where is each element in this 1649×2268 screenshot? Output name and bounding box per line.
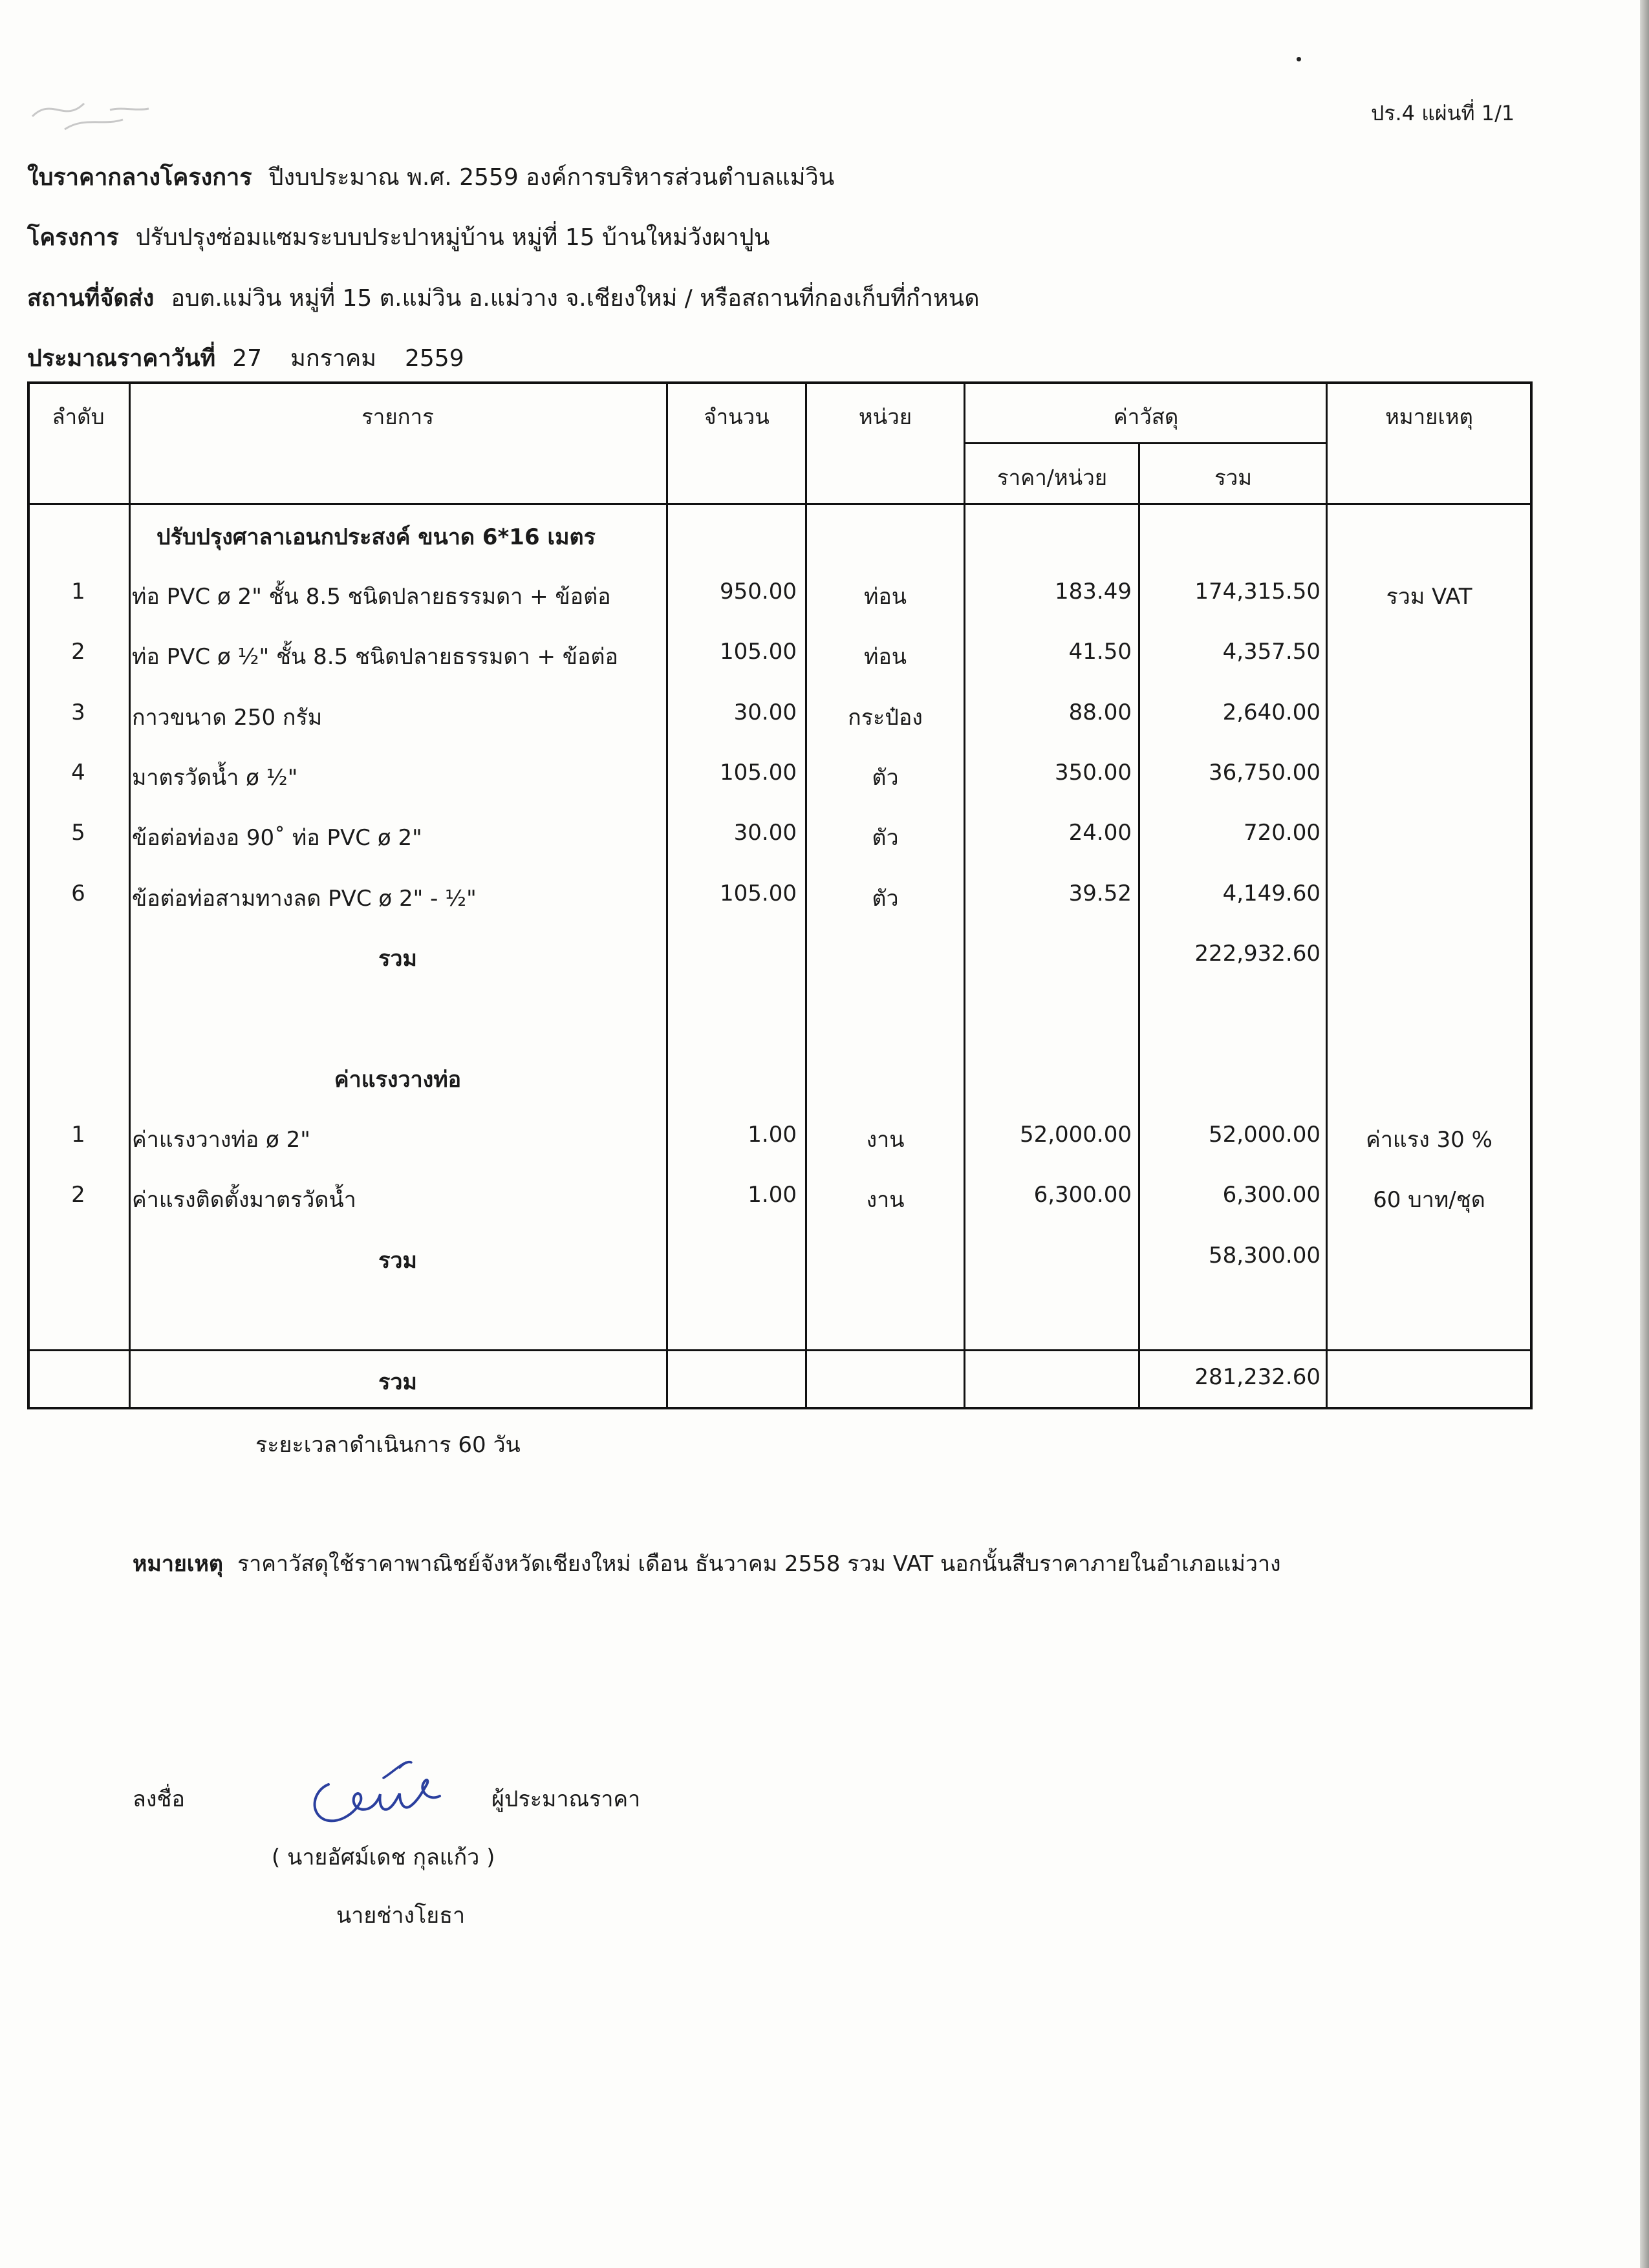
- work-duration: ระยะเวลาดำเนินการ 60 วัน: [255, 1432, 521, 1458]
- row-qty: 105.00: [720, 881, 797, 906]
- scan-edge-shadow: [1640, 0, 1649, 2268]
- header-qty: จำนวน: [704, 404, 770, 429]
- row-item: กาวขนาด 250 กรัม: [132, 705, 323, 731]
- estimate-date-year: 2559: [404, 345, 464, 372]
- row-total: 720.00: [1244, 820, 1320, 846]
- row-total: 52,000.00: [1208, 1122, 1320, 1148]
- row-qty: 105.00: [720, 760, 797, 786]
- row-qty: 105.00: [720, 639, 797, 665]
- header-unit: หน่วย: [858, 404, 912, 429]
- price-table: [27, 381, 1533, 1409]
- row-seq: 5: [71, 820, 85, 846]
- row-seq: 2: [71, 1182, 85, 1208]
- row-total: 4,357.50: [1222, 639, 1320, 665]
- estimate-date-month: มกราคม: [290, 345, 376, 372]
- header-seq: ลำดับ: [52, 404, 105, 429]
- grand-total: 281,232.60: [1194, 1364, 1320, 1390]
- subtotal-label-materials: รวม: [378, 946, 417, 972]
- row-unit: ตัว: [872, 886, 899, 912]
- header-unit-price: ราคา/หน่วย: [997, 465, 1108, 490]
- handwritten-signature: [303, 1739, 458, 1836]
- row-seq: 6: [71, 881, 85, 906]
- row-qty: 1.00: [748, 1122, 797, 1148]
- row-item: มาตรวัดน้ำ ø ½": [132, 765, 298, 791]
- row-unit-price: 41.50: [1068, 639, 1132, 665]
- row-remark: 60 บาท/ชุด: [1373, 1187, 1485, 1213]
- subtotal-label-labor: รวม: [378, 1248, 417, 1274]
- row-qty: 30.00: [733, 700, 797, 725]
- speck: [1297, 57, 1301, 61]
- row-item: ข้อต่อท่องอ 90˚ ท่อ PVC ø 2": [132, 825, 422, 851]
- header-item: รายการ: [361, 404, 434, 429]
- row-qty: 950.00: [720, 579, 797, 604]
- estimator-role: ผู้ประมาณราคา: [491, 1786, 641, 1812]
- estimate-date-line: [27, 339, 464, 376]
- row-total: 2,640.00: [1222, 700, 1320, 725]
- remark-note-label: หมายเหตุ: [133, 1551, 223, 1577]
- section-title-pavilion: ปรับปรุงศาลาเอนกประสงค์ ขนาด 6*16 เมตร: [156, 524, 596, 550]
- document-title-value: ปีงบประมาณ พ.ศ. 2559 องค์การบริหารส่วนตำบลแม่วิน: [268, 164, 835, 191]
- delivery-site-line: [27, 279, 980, 316]
- row-item: ข้อต่อท่อสามทางลด PVC ø 2" - ½": [132, 886, 477, 912]
- remark-note-text: ราคาวัสดุใช้ราคาพาณิชย์จังหวัดเชียงใหม่ เดือน ธันวาคม 2558 รวม VAT นอกนั้นสืบราคาภายในอำเภอแม่วาง: [237, 1551, 1281, 1577]
- delivery-site-value: อบต.แม่วิน หมู่ที่ 15 ต.แม่วิน อ.แม่วาง จ.เชียงใหม่ / หรือสถานที่กองเก็บที่กำหนด: [171, 285, 980, 312]
- row-item: ค่าแรงติดตั้งมาตรวัดน้ำ: [132, 1187, 356, 1213]
- row-unit: ตัว: [872, 765, 899, 791]
- row-item: ค่าแรงวางท่อ ø 2": [132, 1127, 310, 1153]
- row-unit: ตัว: [872, 825, 899, 851]
- row-seq: 3: [71, 700, 85, 725]
- estimate-date-label: ประมาณราคาวันที่: [27, 345, 216, 372]
- row-qty: 1.00: [748, 1182, 797, 1208]
- row-unit: งาน: [866, 1187, 905, 1213]
- document-title-label: ใบราคากลางโครงการ: [27, 164, 252, 191]
- pencil-marks: [26, 71, 168, 142]
- row-unit-price: 39.52: [1068, 881, 1132, 906]
- header-total: รวม: [1214, 465, 1252, 490]
- section-title-labor: ค่าแรงวางท่อ: [334, 1067, 462, 1093]
- grand-total-label: รวม: [378, 1369, 417, 1395]
- row-qty: 30.00: [733, 820, 797, 846]
- row-remark: ค่าแรง 30 %: [1366, 1127, 1493, 1153]
- row-seq: 1: [71, 579, 85, 604]
- delivery-site-label: สถานที่จัดส่ง: [27, 285, 155, 312]
- subtotal-materials: 222,932.60: [1194, 941, 1320, 967]
- document-title-line: [27, 158, 834, 195]
- row-unit: งาน: [866, 1127, 905, 1153]
- row-unit: ท่อน: [863, 644, 907, 670]
- sign-label: ลงชื่อ: [133, 1786, 185, 1812]
- estimate-date-day: 27: [232, 345, 263, 372]
- row-total: 174,315.50: [1194, 579, 1320, 604]
- row-total: 36,750.00: [1208, 760, 1320, 786]
- row-seq: 4: [71, 760, 85, 786]
- row-unit-price: 183.49: [1055, 579, 1132, 604]
- row-item: ท่อ PVC ø ½" ชั้น 8.5 ชนิดปลายธรรมดา + ข้อต่อ: [132, 644, 618, 670]
- row-total: 6,300.00: [1222, 1182, 1320, 1208]
- signer-name: ( นายอัศม์เดช กุลแก้ว ): [272, 1845, 495, 1870]
- header-material-cost: ค่าวัสดุ: [1113, 404, 1179, 429]
- row-unit-price: 350.00: [1055, 760, 1132, 786]
- row-remark: รวม VAT: [1386, 584, 1472, 610]
- project-value: ปรับปรุงซ่อมแซมระบบประปาหมู่บ้าน หมู่ที่ 15 บ้านใหม่วังผาปูน: [135, 224, 770, 251]
- row-unit-price: 6,300.00: [1033, 1182, 1132, 1208]
- project-label: โครงการ: [27, 224, 119, 251]
- project-line: [27, 219, 770, 255]
- signer-position: นายช่างโยธา: [336, 1903, 466, 1929]
- row-seq: 2: [71, 639, 85, 665]
- row-unit-price: 88.00: [1068, 700, 1132, 725]
- page-reference: ปร.4 แผ่นที่ 1/1: [1371, 101, 1515, 125]
- row-seq: 1: [71, 1122, 85, 1148]
- row-total: 4,149.60: [1222, 881, 1320, 906]
- row-unit-price: 24.00: [1068, 820, 1132, 846]
- subtotal-labor: 58,300.00: [1208, 1243, 1320, 1268]
- row-unit: กระป๋อง: [848, 705, 923, 731]
- header-remark: หมายเหตุ: [1385, 404, 1473, 429]
- row-item: ท่อ PVC ø 2" ชั้น 8.5 ชนิดปลายธรรมดา + ข้อต่อ: [132, 584, 611, 610]
- remark-note: [133, 1546, 1281, 1581]
- row-unit-price: 52,000.00: [1019, 1122, 1132, 1148]
- row-unit: ท่อน: [863, 584, 907, 610]
